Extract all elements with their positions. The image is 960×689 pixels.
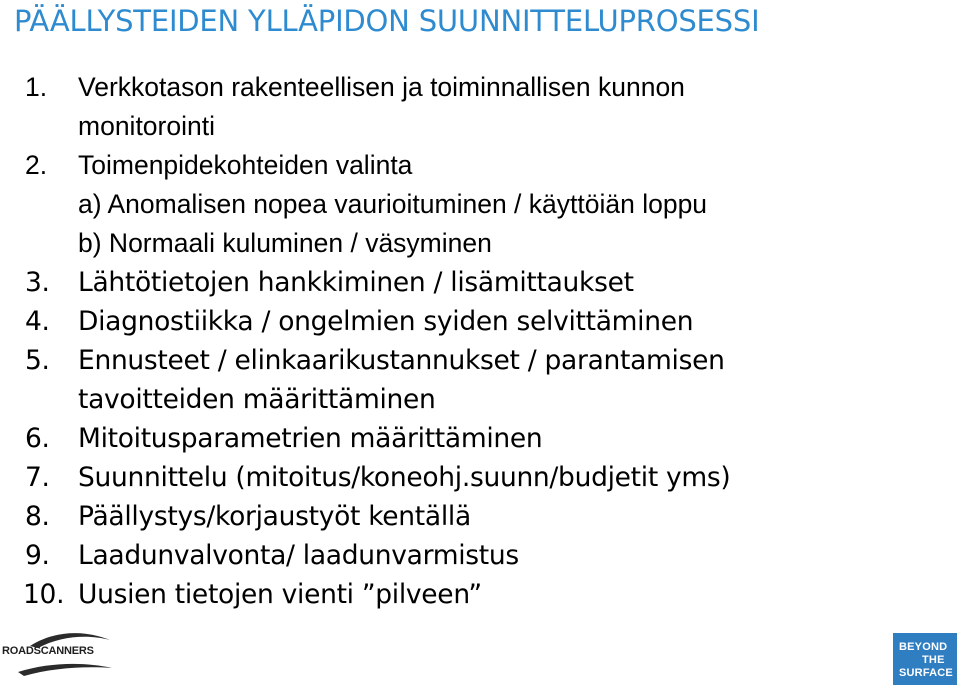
list-item-8 bbox=[25, 497, 955, 536]
list-item-number: 2. bbox=[25, 150, 48, 180]
list-subitem-b bbox=[25, 224, 955, 263]
roadscanners-logo bbox=[0, 632, 125, 682]
roadscanners-swoosh-logo-icon bbox=[0, 632, 125, 682]
list-subitem-a bbox=[25, 185, 955, 224]
list-item-text: monitorointi bbox=[78, 111, 215, 141]
list-item-number: 6. bbox=[25, 423, 50, 454]
list-subitem-text: a) Anomalisen nopea vaurioituminen / käyttöiän loppu bbox=[78, 189, 708, 219]
list-item-text: Ennusteet / elinkaarikustannukset / parantamisen bbox=[78, 345, 725, 376]
list-item-number: 7. bbox=[25, 462, 50, 493]
beyond-the-surface-logo bbox=[893, 633, 957, 685]
list-item-number: 5. bbox=[25, 345, 50, 376]
list-item-number: 10. bbox=[23, 579, 65, 610]
roadscanners-wordmark: ROADSCANNERS bbox=[2, 645, 94, 657]
list-item-2 bbox=[25, 146, 955, 185]
list-item-text: Laadunvalvonta/ laadunvarmistus bbox=[78, 540, 519, 571]
list-item-number: 3. bbox=[25, 267, 50, 298]
list-item-5-continuation bbox=[25, 380, 955, 419]
list-item-10 bbox=[25, 575, 955, 614]
logo-line-surface: SURFACE bbox=[899, 667, 953, 679]
list-item-1-continuation bbox=[25, 107, 955, 146]
list-item-1 bbox=[25, 68, 955, 107]
list-item-text: Diagnostiikka / ongelmien syiden selvittäminen bbox=[78, 306, 694, 337]
logo-line-beyond: BEYOND bbox=[899, 641, 948, 653]
list-item-text: Toimenpidekohteiden valinta bbox=[78, 150, 413, 180]
list-item-4 bbox=[25, 302, 955, 341]
list-item-3 bbox=[25, 263, 955, 302]
list-item-text: Verkkotason rakenteellisen ja toiminnallisen kunnon bbox=[78, 72, 685, 102]
list-item-6 bbox=[25, 419, 955, 458]
list-item-number: 9. bbox=[25, 540, 50, 571]
list-item-text: Mitoitusparametrien määrittäminen bbox=[78, 423, 543, 454]
list-item-number: 1. bbox=[25, 72, 48, 102]
list-item-text: tavoitteiden määrittäminen bbox=[78, 384, 436, 415]
list-item-9 bbox=[25, 536, 955, 575]
list-item-text: Lähtötietojen hankkiminen / lisämittaukset bbox=[78, 267, 634, 298]
process-steps-list bbox=[25, 68, 955, 614]
slide-title: PÄÄLLYSTEIDEN YLLÄPIDON SUUNNITTELUPROSESSI bbox=[14, 4, 760, 38]
list-subitem-text: b) Normaali kuluminen / väsyminen bbox=[78, 228, 492, 258]
list-item-text: Uusien tietojen vienti ”pilveen” bbox=[78, 579, 482, 610]
logo-line-the: THE bbox=[922, 654, 945, 666]
list-item-number: 8. bbox=[25, 501, 50, 532]
list-item-text: Päällystys/korjaustyöt kentällä bbox=[78, 501, 471, 532]
list-item-text: Suunnittelu (mitoitus/koneohj.suunn/budjetit yms) bbox=[78, 462, 731, 493]
list-item-7 bbox=[25, 458, 955, 497]
list-item-5 bbox=[25, 341, 955, 380]
list-item-number: 4. bbox=[25, 306, 50, 337]
